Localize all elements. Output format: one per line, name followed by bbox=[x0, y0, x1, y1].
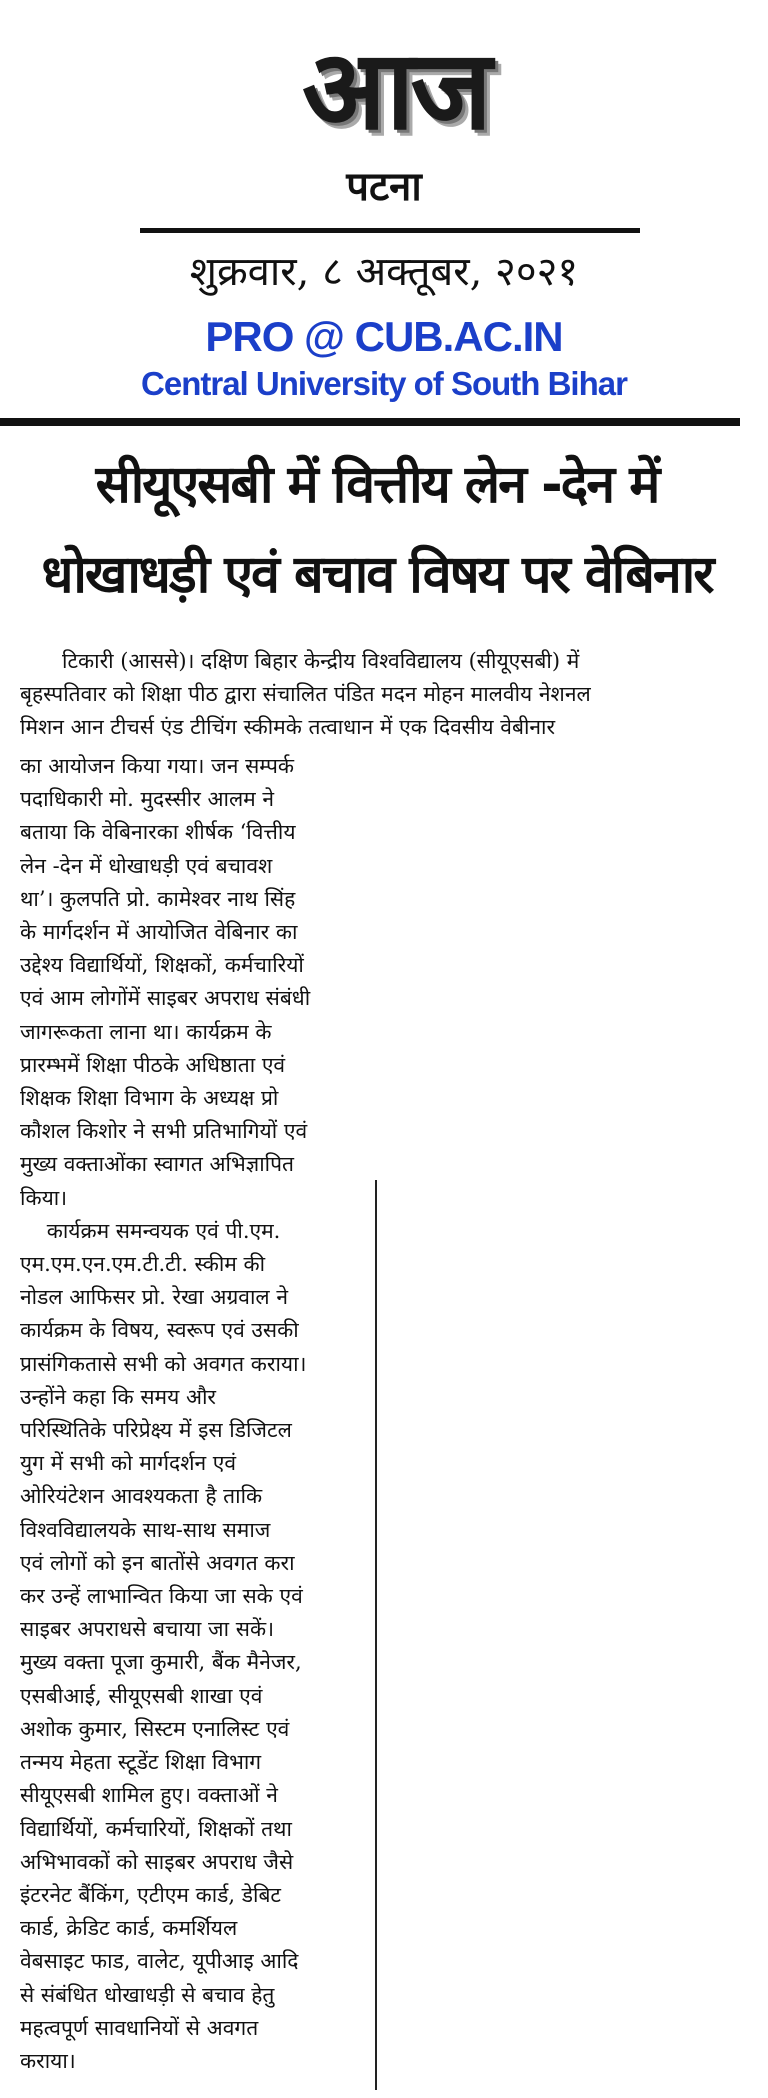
body-line: महत्वपूर्ण सावधानियों से अवगत bbox=[20, 2015, 259, 2040]
body-line: शिक्षक शिक्षा विभाग के अध्यक्ष प्रो bbox=[20, 1086, 279, 1111]
body-line: प्रारम्भमें शिक्षा पीठके अधिष्ठाता एवं bbox=[20, 1052, 286, 1077]
body-line: ओरियंटेशन आवश्यकता है ताकि bbox=[20, 1484, 263, 1509]
body-line: साइबर अपराधसे बचाया जा सकें। bbox=[20, 1617, 275, 1642]
masthead-rule bbox=[140, 228, 640, 233]
body-line: परिस्थितिके परिप्रेक्ष्य में इस डिजिटल bbox=[20, 1418, 292, 1443]
body-line: कराया। bbox=[20, 2048, 76, 2073]
body-line: उद्देश्य विद्यार्थियों, शिक्षकों, कर्मचारियों bbox=[20, 953, 304, 978]
article-headline bbox=[12, 440, 742, 620]
section-divider bbox=[0, 418, 740, 426]
university-name: Central University of South Bihar bbox=[141, 365, 627, 402]
lead-line: मिशन आन टीचर्स एंड टीचिंग स्कीमके तत्वाधान में एक दिवसीय वेबीनार bbox=[20, 715, 556, 739]
body-line: कौशल किशोर ने सभी प्रतिभागियों एवं bbox=[20, 1119, 308, 1144]
contact-email: PRO @ CUB.AC.IN bbox=[205, 313, 563, 360]
body-line: उन्होंने कहा कि समय और bbox=[20, 1384, 217, 1409]
body-line: इंटरनेट बैंकिंग, एटीएम कार्ड, डेबिट bbox=[20, 1882, 282, 1907]
article-body-column bbox=[20, 750, 372, 2078]
body-line: लेन -देन में धोखाधड़ी एवं बचावश bbox=[20, 853, 273, 878]
body-line: था’। कुलपति प्रो. कामेश्वर नाथ सिंह bbox=[20, 886, 296, 911]
body-line: कार्यक्रम समन्वयक एवं पी.एम. bbox=[20, 1218, 281, 1243]
headline-line: धोखाधड़ी एवं बचाव विषय पर वेबिनार bbox=[41, 545, 713, 605]
body-line: एम.एम.एन.एम.टी.टी. स्कीम की bbox=[20, 1252, 266, 1277]
body-line: एवं आम लोगोंमें साइबर अपराध संबंधी bbox=[20, 986, 311, 1011]
publication-date: शुक्रवार, ८ अक्तूबर, २०२१ bbox=[189, 249, 579, 295]
newspaper-logo: आज bbox=[301, 26, 489, 154]
lead-line: बृहस्पतिवार को शिक्षा पीठ द्वारा संचालित पंडित मदन मोहन मालवीय नेशनल bbox=[20, 682, 591, 706]
body-line: पदाधिकारी मो. मुदस्सीर आलम ने bbox=[20, 787, 275, 812]
body-line: अभिभावकों को साइबर अपराध जैसे bbox=[20, 1849, 294, 1874]
body-line: तन्मय मेहता स्टूडेंट शिक्षा विभाग bbox=[20, 1750, 262, 1775]
headline-line: सीयूएसबी में वित्तीय लेन -देन में bbox=[95, 455, 659, 515]
body-line: कार्ड, क्रेडिट कार्ड, कमर्शियल bbox=[20, 1916, 238, 1941]
body-line: के मार्गदर्शन में आयोजित वेबिनार का bbox=[20, 920, 298, 945]
body-line: जागरूकता लाना था। कार्यक्रम के bbox=[20, 1019, 272, 1044]
masthead bbox=[0, 0, 768, 415]
body-line: कार्यक्रम के विषय, स्वरूप एवं उसकी bbox=[20, 1318, 299, 1343]
body-line: नोडल आफिसर प्रो. रेखा अग्रवाल ने bbox=[20, 1285, 288, 1310]
body-line: कर उन्हें लाभान्वित किया जा सके एवं bbox=[20, 1584, 303, 1609]
body-line: मुख्य वक्ता पूजा कुमारी, बैंक मैनेजर, bbox=[20, 1650, 302, 1675]
column-rule bbox=[375, 1180, 377, 2090]
body-line: मुख्य वक्ताओंका स्वागत अभिज्ञापित bbox=[20, 1152, 294, 1177]
body-line: बताया कि वेबिनारका शीर्षक ‘वित्तीय bbox=[20, 820, 296, 845]
body-line: अशोक कुमार, सिस्टम एनालिस्ट एवं bbox=[20, 1716, 290, 1741]
body-line: एवं लोगों को इन बातोंसे अवगत करा bbox=[20, 1550, 295, 1575]
lead-line: टिकारी (आससे)। दक्षिण बिहार केन्द्रीय विश्वविद्यालय (सीयूएसबी) में bbox=[62, 649, 580, 673]
body-line: किया। bbox=[20, 1185, 68, 1210]
body-line: युग में सभी को मार्गदर्शन एवं bbox=[20, 1451, 237, 1476]
body-line: एसबीआई, सीयूएसबी शाखा एवं bbox=[20, 1683, 263, 1708]
body-line: विद्यार्थियों, कर्मचारियों, शिक्षकों तथा bbox=[20, 1816, 292, 1841]
body-line: सीयूएसबी शामिल हुए। वक्ताओं ने bbox=[20, 1783, 278, 1808]
body-line: से संबंधित धोखाधड़ी से बचाव हेतु bbox=[20, 1982, 275, 2007]
body-line: प्रासंगिकतासे सभी को अवगत कराया। bbox=[20, 1351, 307, 1376]
body-line: विश्वविद्यालयके साथ-साथ समाज bbox=[20, 1517, 271, 1542]
body-line: वेबसाइट फाड, वालेट, यूपीआइ आदि bbox=[20, 1949, 299, 1974]
article-lead bbox=[20, 645, 740, 744]
body-line: का आयोजन किया गया। जन सम्पर्क bbox=[20, 754, 295, 778]
edition-city: पटना bbox=[346, 164, 422, 210]
